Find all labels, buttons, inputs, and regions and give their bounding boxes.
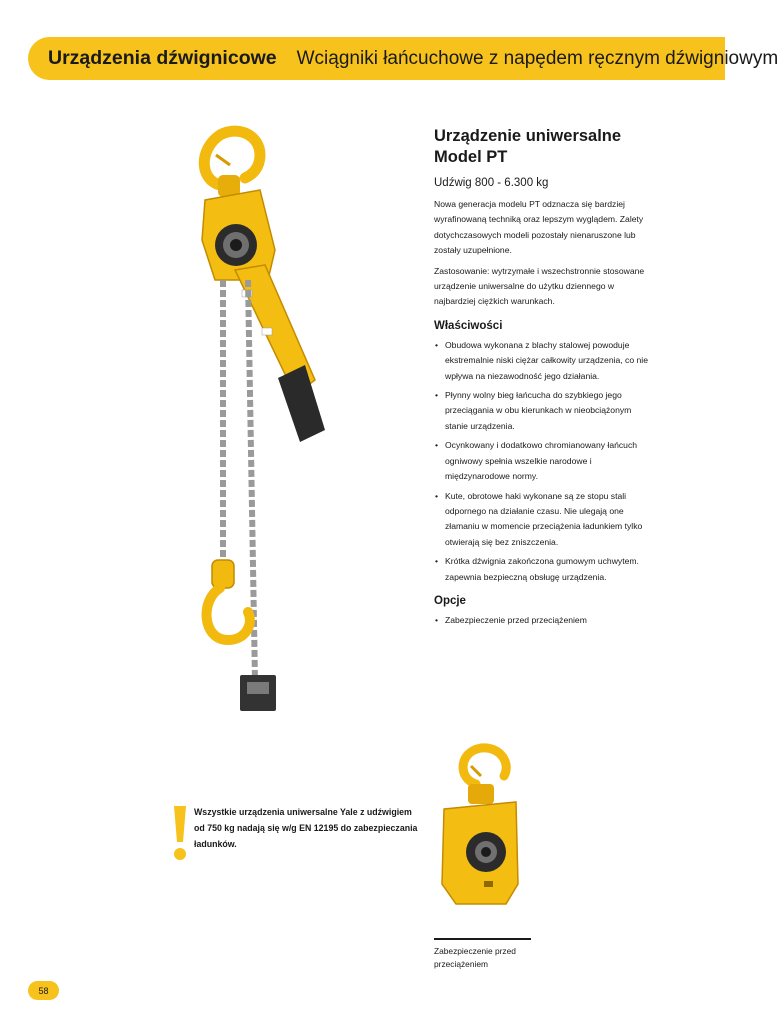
options-list xyxy=(434,613,656,628)
page-number xyxy=(28,981,59,1000)
caption-rule xyxy=(434,938,531,940)
options-heading: Opcje xyxy=(434,594,466,607)
page-number-text: 58 xyxy=(38,985,49,996)
list-item: • Płynny wolny bieg łańcucha do szybkiego jego przeciągania w obu kierunkach w nieobciążonym stanie urządzenia. xyxy=(434,388,656,434)
exclamation-icon xyxy=(172,804,188,862)
image-caption: Zabezpieczenie przed przeciążeniem xyxy=(434,946,516,969)
features-heading: Właściwości xyxy=(434,319,503,332)
list-item: • Zabezpieczenie przed przeciążeniem xyxy=(434,613,656,628)
usage-paragraph: Zastosowanie: wytrzymałe i wszechstronnie stosowane urządzenie uniwersalne do użytku dziennego w najbardziej ciężkich warunkach. xyxy=(434,265,645,307)
list-item: • Kute, obrotowe haki wykonane są ze stopu stali odpornego na działanie czasu. Nie ulegają one złamaniu w momencie przeciążenia ładunkiem tylko otwierają się bez zniszczenia. xyxy=(434,489,656,551)
product-name xyxy=(434,126,656,168)
intro-paragraph: Nowa generacja modelu PT odznacza się bardziej wyrafinowaną techniką oraz lepszym wyglądem. Zalety dotychczasowych modeli pozostały nienaruszone lub zostały uzupełnione. xyxy=(434,199,644,256)
overload-protection-image xyxy=(436,744,526,909)
notice-box xyxy=(172,804,422,852)
product-name-line1: Urządzenie uniwersalne xyxy=(434,127,622,145)
section-title: Urządzenia dźwignicowe xyxy=(48,47,277,69)
features-list xyxy=(434,338,656,585)
capacity: Udźwig 800 - 6.300 kg xyxy=(434,177,549,189)
list-item: • Krótka dźwignia zakończona gumowym uchwytem. zapewnia bezpieczną obsługę urządzenia. xyxy=(434,554,656,585)
section-subtitle: Wciągniki łańcuchowe z napędem ręcznym dźwigniowym xyxy=(296,47,778,69)
product-description xyxy=(434,126,656,632)
list-item: • Obudowa wykonana z blachy stalowej powoduje ekstremalnie niski ciężar całkowity urządzenia, co nie wpływa na niezawodność jego działania. xyxy=(434,338,656,384)
lever-hoist-image xyxy=(190,120,340,720)
header-band xyxy=(28,37,778,80)
product-name-line2: Model PT xyxy=(434,148,508,166)
notice-text: Wszystkie urządzenia uniwersalne Yale z udźwigiem od 750 kg nadają się w/g EN 12195 do zabezpieczania ładunków. xyxy=(194,807,418,849)
list-item: • Ocynkowany i dodatkowo chromianowany łańcuch ogniwowy spełnia wszelkie narodowe i międzynarodowe normy. xyxy=(434,438,656,484)
